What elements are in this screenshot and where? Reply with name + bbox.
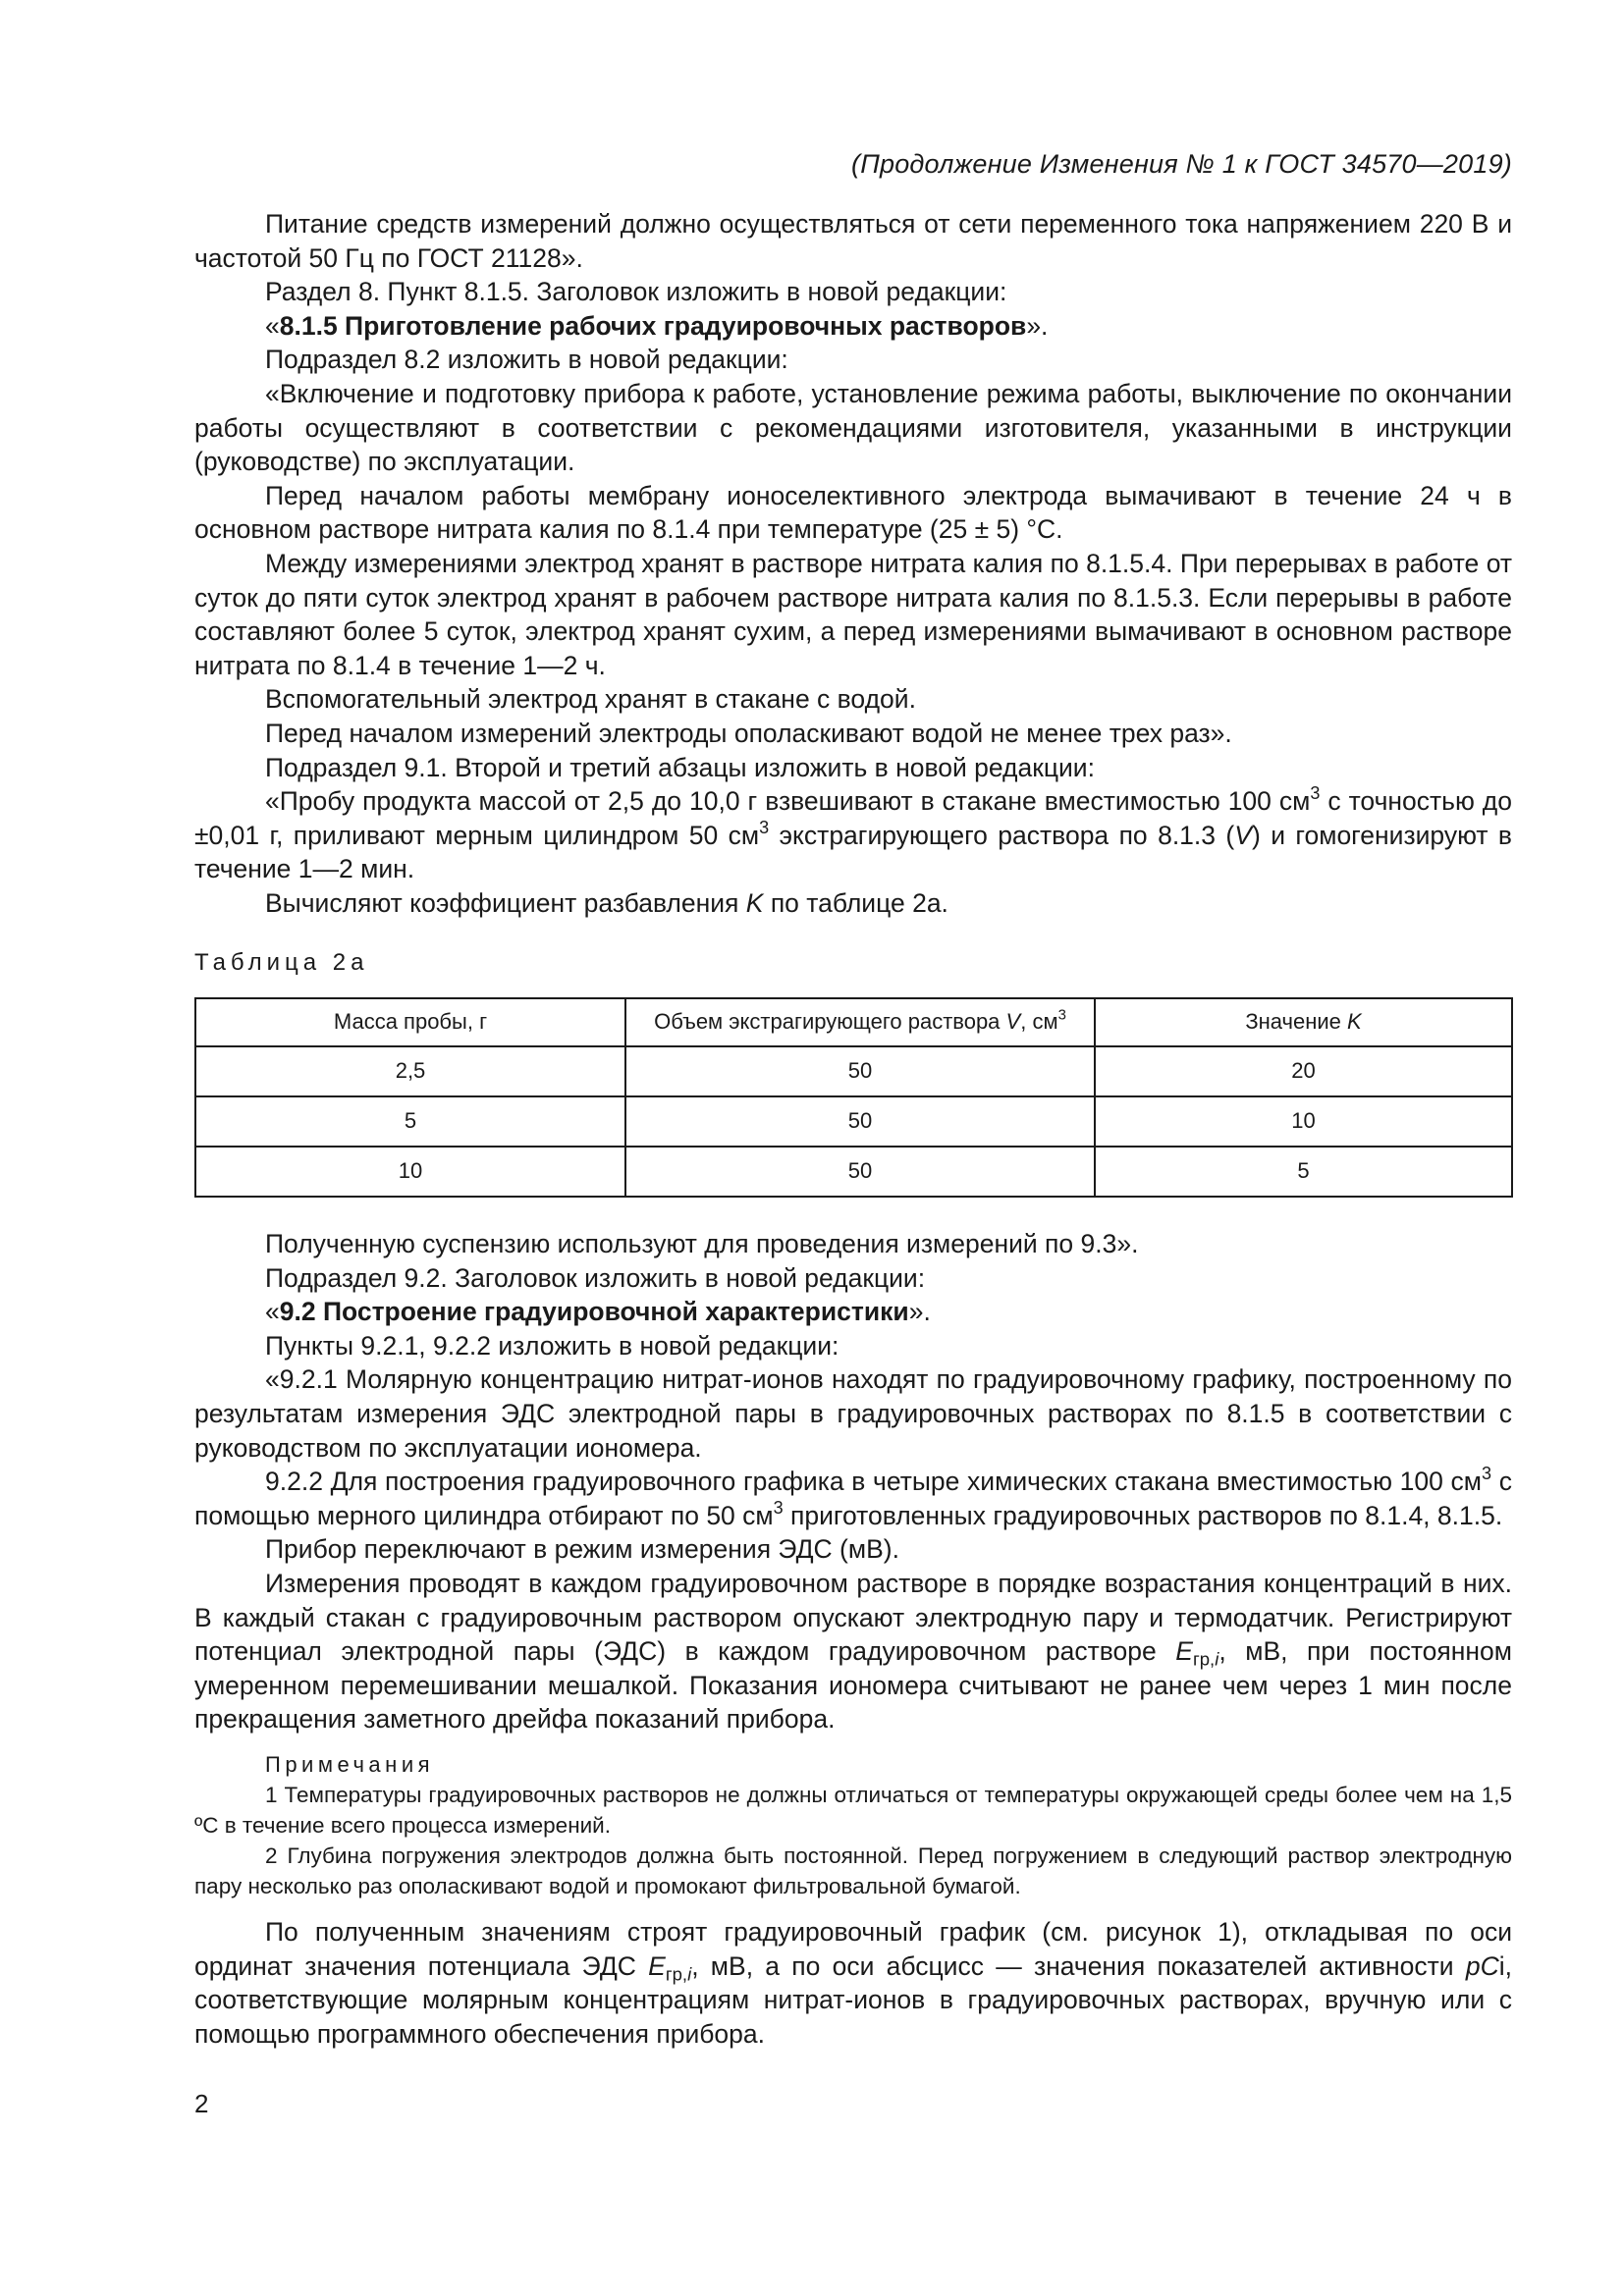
sup-3: 3	[759, 817, 770, 837]
paragraph-coefficient	[194, 886, 1512, 921]
header-volume-var: V	[1005, 1009, 1021, 1035]
symbol-i: i	[1498, 1950, 1505, 1981]
paragraph-enable: «Включение и подготовку прибора к работе, установление режима работы, выключение по окончании работы осуществляют в соответствии с рекомендациями изготовителя, указанными в инструкции (руководстве) по эксплуатации.	[194, 378, 1512, 477]
coef-text-a: Вычисляют коэффициент разбавления	[265, 887, 746, 918]
paragraph-storage: Между измерениями электрод хранят в растворе нитрата калия по 8.1.5.4. При перерывах в работе от суток до пяти суток электрод хранят в рабочем растворе нитрата калия по 8.1.5.3. Если перерывы в работе составляют более 5 суток, электрод хранят сухим, а перед измерениями вымачивают в основном растворе нитрата по 8.1.4 в течение 1—2 ч.	[194, 548, 1512, 680]
table-row	[195, 1096, 1512, 1147]
header-volume-text: Объем экстрагирующего раствора	[654, 1009, 1006, 1035]
note-1: 1 Температуры градуировочных растворов не должны отличаться от температуры окружающей среды более чем на 1,5 ºС в течение всего процесса измерений.	[194, 1782, 1512, 1838]
table-cell: 10	[1095, 1096, 1512, 1147]
quote-open: «	[265, 310, 280, 341]
header-value-text: Значение	[1245, 1009, 1347, 1035]
notes-heading: Примечания	[265, 1751, 435, 1777]
quote-open: «	[265, 1297, 280, 1327]
var-k: K	[745, 887, 764, 918]
header-volume-unit: , см	[1020, 1009, 1058, 1035]
paragraph-subsection82: Подраздел 8.2 изложить в новой редакции:	[265, 345, 788, 375]
paragraph-sample	[194, 784, 1512, 886]
paragraph-subsection92: Подраздел 9.2. Заголовок изложить в новой редакции:	[265, 1262, 926, 1293]
sample-text-b: с точностью до ±0,01 г, приливают мерным цилиндром 50 см	[194, 786, 1513, 850]
header-value-var: K	[1347, 1009, 1362, 1035]
sup-3: 3	[1057, 1006, 1066, 1024]
graph-text-c: , соответствующие молярным концентрациям нитрат-ионов в градуировочных растворах, вручную или с помощью программного обеспечения прибора.	[194, 1950, 1513, 2049]
table-caption: Таблица 2а	[194, 949, 369, 976]
paragraph-switch: Прибор переключают в режим измерения ЭДС (мВ).	[265, 1534, 899, 1565]
heading-815: 8.1.5 Приготовление рабочих градуировочных растворов	[279, 310, 1027, 341]
sample-text-c: экстрагирующего раствора по 8.1.3 (	[769, 820, 1235, 850]
table-row	[195, 1147, 1512, 1197]
sup-3: 3	[773, 1497, 784, 1518]
sup-3: 3	[1482, 1463, 1492, 1483]
paragraph-rinse: Перед началом измерений электроды ополаскивают водой не менее трех раз».	[265, 718, 1232, 748]
dilution-table	[194, 997, 1513, 1198]
graph-text-a: По полученным значениям строят градуировочный график (см. рисунок 1), откладывая по оси ординат значения потенциала ЭДС	[194, 1916, 1512, 1981]
table-cell: 50	[625, 1046, 1095, 1096]
paragraph-power: Питание средств измерений должно осуществляться от сети переменного тока напряжением 220 В и частотой 50 Гц по ГОСТ 21128».	[194, 209, 1512, 273]
sample-text-a: «Пробу продукта массой от 2,5 до 10,0 г взвешивают в стакане вместимостью 100 см	[265, 786, 1311, 817]
paragraph-section8: Раздел 8. Пункт 8.1.5. Заголовок изложить в новой редакции:	[265, 277, 1007, 307]
table-cell: 5	[1095, 1147, 1512, 1197]
header-volume	[625, 998, 1095, 1046]
paragraph-aux-electrode: Вспомогательный электрод хранят в стакане с водой.	[265, 684, 916, 715]
measure-text-a: Измерения проводят в каждом градуировочном растворе в порядке возрастания концентраций в них. В каждый стакан с градуировочным раствором опускают электродную пару и термодатчик. Регистрируют потенциал электродной пары (ЭДС) в каждом градуировочном растворе	[194, 1568, 1512, 1667]
page-header: (Продолжение Изменения № 1 к ГОСТ 34570—2019)	[851, 149, 1512, 179]
table-row	[195, 1046, 1512, 1096]
paragraph-items: Пункты 9.2.1, 9.2.2 изложить в новой редакции:	[265, 1330, 839, 1361]
paragraph-graph	[194, 1915, 1512, 2051]
quote-close: ».	[908, 1297, 931, 1327]
paragraph-heading-92	[194, 1295, 1512, 1329]
symbol-e-sub	[666, 1963, 691, 1984]
paragraph-suspension: Полученную суспензию используют для проведения измерений по 9.3».	[265, 1229, 1139, 1258]
sample-text-d: ) и гомогенизируют в течение 1—2 мин.	[194, 820, 1513, 884]
symbol-e: E	[1175, 1636, 1193, 1667]
paragraph-heading-815	[194, 309, 1512, 344]
paragraph-membrane: Перед началом работы мембрану ионоселективного электрода вымачивают в течение 24 ч в основном растворе нитрата калия по 8.1.4 при температуре (25 ± 5) °С.	[194, 480, 1512, 545]
lower-text-block	[194, 1227, 1512, 2051]
sub-i: i	[687, 1963, 692, 1985]
paragraph-921: «9.2.1 Молярную концентрацию нитрат-ионов находят по градуировочному графику, построенному по результатам измерения ЭДС электродной пары в градуировочных растворах по 8.1.5 в соответствии с руководством по эксплуатации иономера.	[194, 1364, 1512, 1463]
sup-3: 3	[1310, 782, 1321, 803]
table-header-row	[195, 998, 1512, 1046]
quote-close: ».	[1026, 310, 1049, 341]
symbol-e: E	[648, 1950, 666, 1981]
header-mass: Масса пробы, г	[195, 998, 625, 1046]
table-cell: 2,5	[195, 1046, 625, 1096]
coef-text-b: по таблице 2а.	[763, 887, 948, 918]
header-value	[1095, 998, 1512, 1046]
p922-text-a: 9.2.2 Для построения градуировочного графика в четыре химических стакана вместимостью 100 см	[265, 1467, 1483, 1497]
page-number: 2	[194, 2089, 209, 2118]
note-2: 2 Глубина погружения электродов должна быть постоянной. Перед погружением в следующий раствор электродную пару несколько раз ополаскивают водой и промокают фильтровальной бумагой.	[194, 1842, 1512, 1898]
table-cell: 50	[625, 1096, 1095, 1147]
sub-i: i	[1215, 1648, 1219, 1670]
sub-gr: гр,	[665, 1963, 688, 1985]
p922-text-c: приготовленных градуировочных растворов по 8.1.4, 8.1.5.	[783, 1500, 1503, 1530]
heading-92: 9.2 Построение градуировочной характеристики	[279, 1297, 909, 1327]
graph-text-b: , мВ, а по оси абсцисс — значения показателей активности	[691, 1950, 1466, 1981]
table-cell: 20	[1095, 1046, 1512, 1096]
paragraph-922	[194, 1465, 1512, 1532]
p922-text-b: с помощью мерного цилиндра отбирают по 50 см	[194, 1467, 1512, 1530]
paragraph-measure	[194, 1567, 1512, 1736]
var-v: V	[1234, 820, 1252, 850]
paragraph-subsection91: Подраздел 9.1. Второй и третий абзацы изложить в новой редакции:	[265, 752, 1095, 782]
table-cell: 10	[195, 1147, 625, 1197]
symbol-e-sub	[1193, 1649, 1218, 1670]
upper-text-block	[194, 207, 1512, 920]
table-cell: 50	[625, 1147, 1095, 1197]
table-cell: 5	[195, 1096, 625, 1147]
sub-gr: гр,	[1192, 1648, 1216, 1670]
measure-text-b: , мВ, при постоянном умеренном перемешивании мешалкой. Показания иономера считывают не ранее чем через 1 мин после прекращения заметного дрейфа показаний прибора.	[194, 1636, 1512, 1735]
symbol-pc: pC	[1465, 1950, 1499, 1981]
